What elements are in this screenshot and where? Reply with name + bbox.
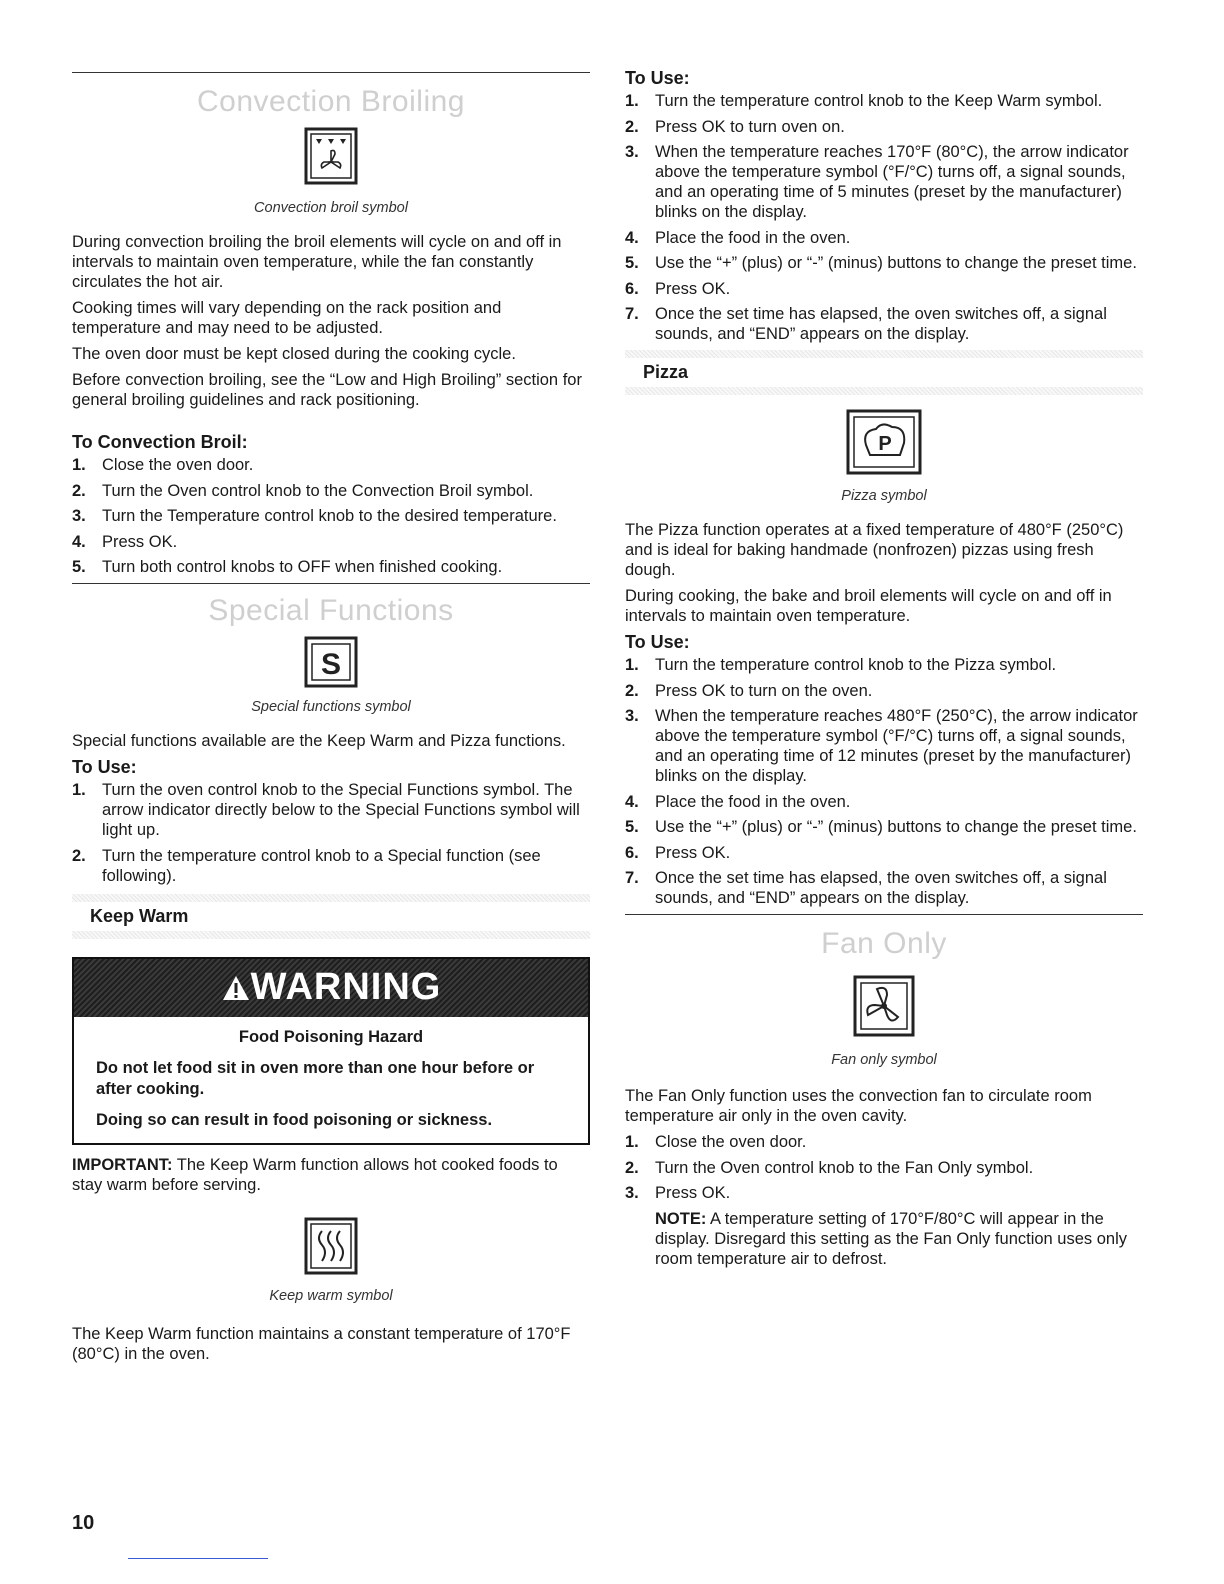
subsection-bar bbox=[625, 350, 1143, 358]
list-item: 4. Place the food in the oven. bbox=[625, 792, 851, 811]
warning-text: Doing so can result in food poisoning or sickness. bbox=[96, 1110, 493, 1129]
left-column bbox=[72, 0, 590, 1364]
list-item: 1. Turn the temperature control knob to the Keep Warm symbol. bbox=[625, 92, 1103, 110]
list-item: 6. Press OK. bbox=[625, 843, 731, 862]
convection-broil-icon bbox=[72, 127, 590, 190]
special-functions-icon bbox=[72, 636, 590, 693]
keep-warm-caption: Keep warm symbol bbox=[269, 1287, 393, 1304]
list-item: 5. Use the “+” (plus) or “-” (minus) buttons to change the preset time. bbox=[625, 818, 1137, 836]
pizza-icon bbox=[625, 409, 1143, 480]
convection-broil-steps bbox=[72, 455, 590, 577]
section-divider bbox=[625, 914, 1143, 915]
important-note: IMPORTANT: The Keep Warm function allows hot cooked foods to stay warm before serving. bbox=[72, 1155, 558, 1194]
keep-warm-steps bbox=[625, 91, 1143, 344]
keep-warm-steps-heading: To Use: bbox=[625, 68, 690, 88]
list-item: 1. Turn the oven control knob to the Special Functions symbol. The arrow indicator directly below to the Special Functions symbol will light up. bbox=[72, 781, 580, 839]
list-item: 1. Close the oven door. bbox=[72, 456, 254, 474]
list-item: 6. Press OK. bbox=[625, 279, 731, 298]
warning-hazard: Food Poisoning Hazard bbox=[238, 1027, 424, 1046]
list-item: 5. Use the “+” (plus) or “-” (minus) buttons to change the preset time. bbox=[625, 254, 1137, 272]
paragraph: Special functions available are the Keep Warm and Pizza functions. bbox=[72, 732, 566, 750]
subsection-bar bbox=[72, 894, 590, 902]
keep-warm-icon bbox=[72, 1217, 590, 1280]
list-item: 3. Press OK. bbox=[625, 1184, 731, 1202]
fan-only-caption: Fan only symbol bbox=[831, 1052, 937, 1068]
pizza-caption: Pizza symbol bbox=[841, 488, 927, 504]
paragraph: During convection broiling the broil elements will cycle on and off in intervals to maintain oven temperature, while the fan constantly circulates the hot air. bbox=[72, 233, 562, 291]
list-item: 7. Once the set time has elapsed, the oven switches off, a signal sounds, and “END” appears on the display. bbox=[625, 305, 1107, 343]
list-item: 4. Press OK. bbox=[72, 532, 178, 551]
pizza-heading: Pizza bbox=[643, 362, 689, 382]
paragraph: The Fan Only function uses the convection fan to circulate room temperature air only in the oven cavity. bbox=[625, 1087, 1092, 1125]
fan-only-icon bbox=[625, 975, 1143, 1042]
list-item: 2. Turn the Oven control knob to the Convection Broil symbol. bbox=[72, 481, 534, 500]
pizza-steps-heading: To Use: bbox=[625, 632, 690, 652]
paragraph: The Pizza function operates at a fixed temperature of 480°F (250°C) and is ideal for baking handmade (nonfrozen) pizzas using fresh dough. bbox=[625, 521, 1124, 579]
list-item: 1. Close the oven door. bbox=[625, 1133, 807, 1151]
paragraph: Cooking times will vary depending on the rack position and temperature and may need to be adjusted. bbox=[72, 299, 502, 337]
list-item: 2. Turn the temperature control knob to a Special function (see following). bbox=[72, 846, 541, 885]
list-item: 3. Turn the Temperature control knob to the desired temperature. bbox=[72, 507, 557, 525]
list-item: 2. Press OK to turn oven on. bbox=[625, 117, 845, 136]
list-item: 2. Press OK to turn on the oven. bbox=[625, 681, 873, 700]
subsection-bar bbox=[72, 931, 590, 939]
list-item: 7. Once the set time has elapsed, the oven switches off, a signal sounds, and “END” appears on the display. bbox=[625, 869, 1107, 907]
fan-only-note: NOTE: A temperature setting of 170°F/80°C will appear in the display. Disregard this setting as the Fan Only function uses only room temperature air to defrost. bbox=[655, 1209, 1128, 1268]
fan-only-title: Fan Only bbox=[821, 927, 947, 960]
warning-banner bbox=[74, 959, 588, 1017]
special-functions-title: Special Functions bbox=[208, 594, 454, 627]
keep-warm-heading: Keep Warm bbox=[90, 905, 189, 926]
pizza-steps bbox=[625, 655, 1143, 908]
special-functions-caption: Special functions symbol bbox=[251, 699, 411, 715]
list-item: 4. Place the food in the oven. bbox=[625, 228, 851, 247]
section-divider bbox=[72, 583, 590, 584]
paragraph: The Keep Warm function maintains a constant temperature of 170°F (80°C) in the oven. bbox=[72, 1324, 571, 1363]
svg-text:S: S bbox=[320, 648, 342, 681]
warning-label: WARNING bbox=[250, 966, 442, 1008]
page-number: 10 bbox=[72, 1512, 95, 1534]
subsection-bar bbox=[625, 387, 1143, 395]
svg-text:P: P bbox=[878, 433, 892, 455]
paragraph: The oven door must be kept closed during the cooking cycle. bbox=[72, 345, 516, 363]
list-item: 3. When the temperature reaches 480°F (250°C), the arrow indicator above the temperature symbol (°F/°C) turns off, a signal sounds, and an operating time of 12 minutes (preset by the manufacturer) blinks on the display. bbox=[625, 707, 1138, 785]
fan-only-steps bbox=[625, 1132, 1143, 1203]
footer-line bbox=[128, 1558, 268, 1559]
list-item: 5. Turn both control knobs to OFF when finished cooking. bbox=[72, 558, 503, 576]
convection-broil-caption: Convection broil symbol bbox=[254, 200, 408, 216]
list-item: 3. When the temperature reaches 170°F (80°C), the arrow indicator above the temperature symbol (°F/°C) turns off, a signal sounds, and an operating time of 5 minutes (preset by the manufacturer) blinks on the display. bbox=[625, 143, 1129, 221]
list-item: 1. Turn the temperature control knob to the Pizza symbol. bbox=[625, 656, 1057, 674]
special-functions-steps-heading: To Use: bbox=[72, 757, 137, 777]
paragraph: During cooking, the bake and broil elements will cycle on and off in intervals to maintain oven temperature. bbox=[625, 587, 1112, 625]
convection-broiling-title: Convection Broiling bbox=[197, 85, 465, 118]
list-item: 2. Turn the Oven control knob to the Fan Only symbol. bbox=[625, 1158, 1034, 1177]
special-functions-steps bbox=[72, 780, 590, 886]
convection-broil-steps-heading: To Convection Broil: bbox=[72, 432, 248, 452]
warning-box bbox=[72, 957, 590, 1145]
section-divider bbox=[72, 72, 590, 73]
warning-text: Do not let food sit in oven more than one hour before or after cooking. bbox=[96, 1058, 535, 1098]
paragraph: Before convection broiling, see the “Low and High Broiling” section for general broiling guidelines and rack positioning. bbox=[72, 371, 582, 409]
right-column bbox=[625, 0, 1143, 1269]
warning-triangle-icon bbox=[221, 974, 251, 1002]
